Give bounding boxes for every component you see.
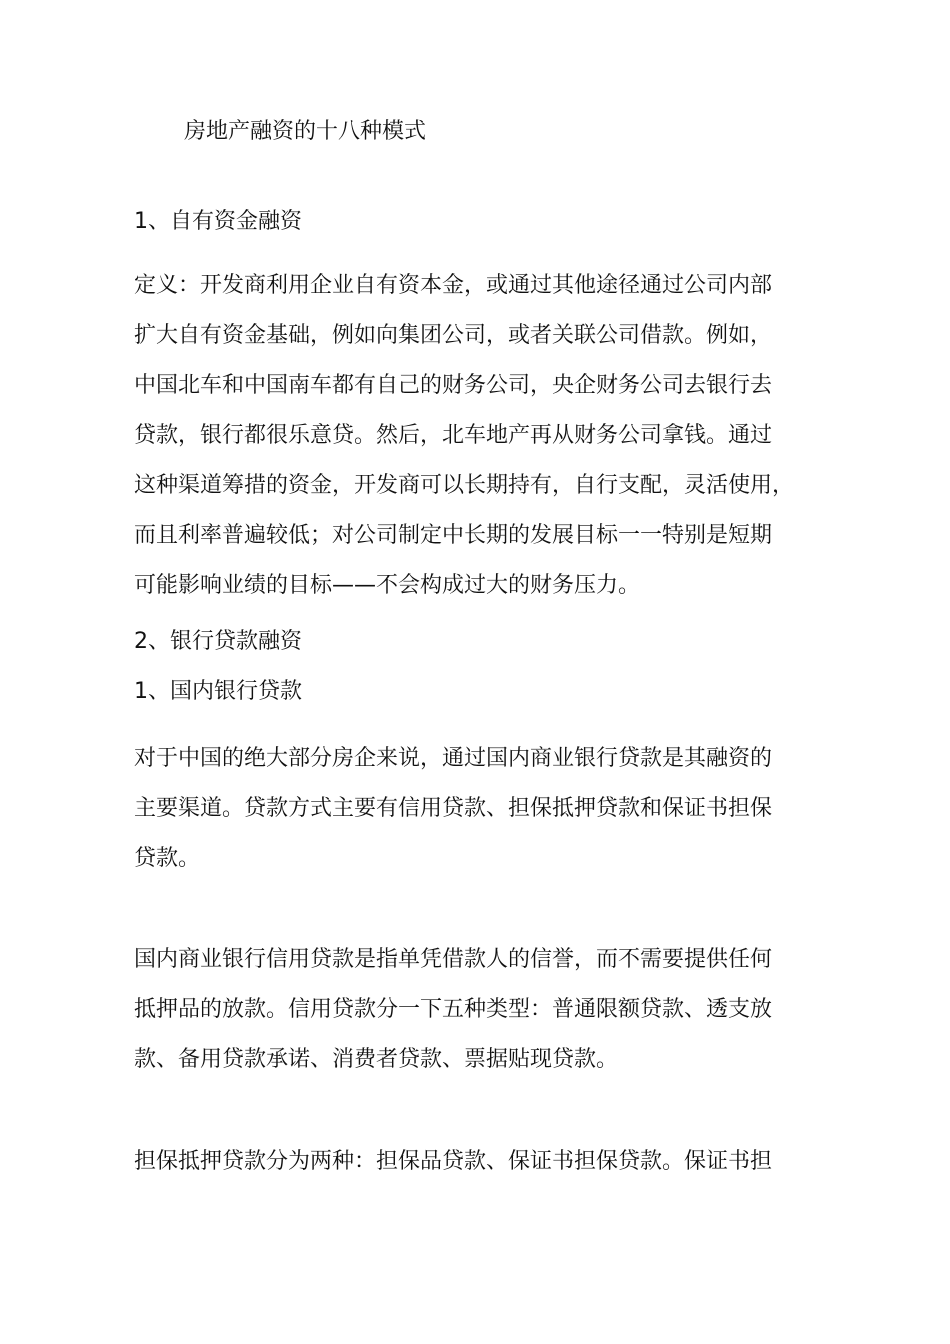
text-line: 定义：开发商利用企业自有资本金，或通过其他途径通过公司内部 (134, 273, 773, 298)
text-line: 款、备用贷款承诺、消费者贷款、票据贴现贷款。 (134, 1047, 619, 1072)
text-line: 可能影响业绩的目标——不会构成过大的财务压力。 (134, 573, 641, 598)
paragraph-credit-loans (134, 935, 844, 1085)
text-line: 贷款，银行都很乐意贷。然后，北车地产再从财务公司拿钱。通过 (134, 423, 773, 448)
text-line: 而且利率普遍较低；对公司制定中长期的发展目标一一特别是短期 (134, 523, 773, 548)
text-line: 国内商业银行信用贷款是指单凭借款人的信誉，而不需要提供任何 (134, 947, 773, 972)
document-title: 房地产融资的十八种模式 (184, 119, 427, 144)
section-heading-bank-loans: 2、银行贷款融资 (134, 629, 302, 654)
text-line: 抵押品的放款。信用贷款分一下五种类型：普通限额贷款、透支放 (134, 997, 773, 1022)
paragraph-secured-loans (134, 1137, 844, 1187)
paragraph-own-funds-definition (134, 261, 844, 611)
text-line: 贷款。 (134, 846, 201, 871)
paragraph-domestic-loans-intro (134, 734, 844, 884)
text-line: 主要渠道。贷款方式主要有信用贷款、担保抵押贷款和保证书担保 (134, 796, 773, 821)
text-line: 这种渠道筹措的资金，开发商可以长期持有，自行支配，灵活使用， (134, 473, 795, 498)
section-heading-own-funds: 1、自有资金融资 (134, 209, 302, 234)
text-line: 对于中国的绝大部分房企来说，通过国内商业银行贷款是其融资的 (134, 746, 773, 771)
text-line: 扩大自有资金基础，例如向集团公司，或者关联公司借款。例如， (134, 323, 773, 348)
subsection-heading-domestic-bank-loans: 1、国内银行贷款 (134, 679, 302, 704)
text-line: 中国北车和中国南车都有自己的财务公司，央企财务公司去银行去 (134, 373, 773, 398)
text-line: 担保抵押贷款分为两种：担保品贷款、保证书担保贷款。保证书担 (134, 1149, 773, 1174)
